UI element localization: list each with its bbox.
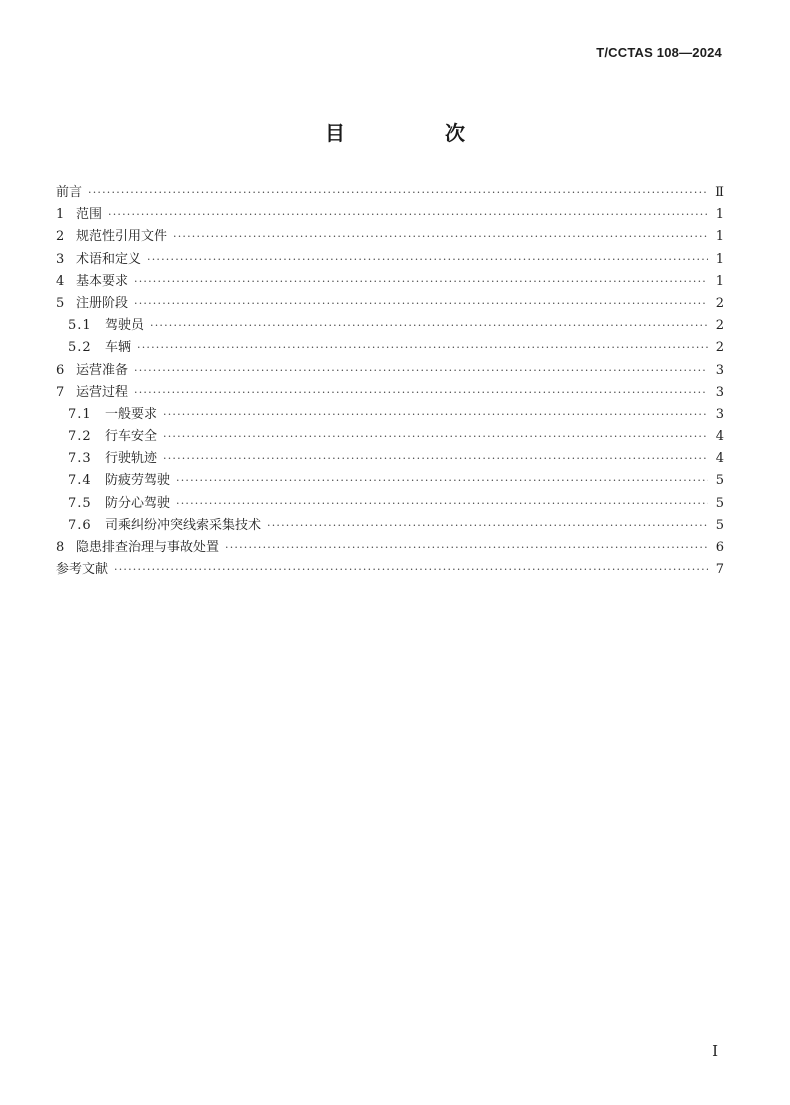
toc-entry-number: 7.4	[68, 473, 92, 489]
toc-entry-label: 运营过程	[76, 384, 129, 400]
toc-entry-1[interactable]	[56, 204, 724, 226]
toc-entry-page: 3	[715, 384, 724, 400]
toc-entry-8[interactable]	[56, 537, 724, 559]
toc-entry-page: 3	[715, 362, 724, 378]
toc-title: 目 次	[325, 121, 505, 145]
toc-entry-label: 前言	[56, 185, 83, 200]
toc-entry-number: 7.1	[68, 406, 92, 422]
toc-entry-page: 4	[715, 451, 724, 467]
toc-entry-number: 8	[56, 540, 65, 555]
toc-dot-leader	[150, 315, 708, 337]
toc-entry-label: 术语和定义	[76, 251, 142, 267]
toc-entry-5-2[interactable]	[56, 337, 724, 359]
toc-dot-leader	[225, 537, 708, 559]
toc-entry-5-1[interactable]	[56, 315, 724, 337]
toc-entry-number: 1	[56, 207, 65, 223]
toc-entry-7-4[interactable]	[56, 470, 724, 492]
toc-entry-page: Ⅱ	[715, 185, 724, 200]
toc-entry-3[interactable]	[56, 249, 724, 271]
toc-entry-page: 2	[715, 340, 724, 356]
toc-entry-page: 5	[715, 495, 724, 511]
toc-dot-leader	[267, 515, 708, 537]
toc-entry-number: 5	[56, 295, 65, 311]
toc-entry-page: 1	[715, 273, 724, 289]
toc-entry-page: 4	[715, 429, 724, 445]
toc-entry-7-5[interactable]	[56, 493, 724, 515]
toc-entry-page: 2	[715, 295, 724, 311]
toc-entry-page: 7	[715, 562, 724, 578]
toc-entry-page: 1	[715, 229, 724, 245]
toc-entry-number: 7	[56, 384, 65, 400]
toc-entry-label: 防疲劳驾驶	[105, 473, 171, 489]
standard-code: T/CCTAS 108—2024	[596, 45, 722, 60]
toc-entry-page: 5	[715, 517, 724, 533]
toc-dot-leader	[176, 470, 708, 492]
toc-dot-leader	[147, 249, 708, 271]
toc-dot-leader	[134, 382, 708, 404]
toc-entry-label: 司乘纠纷冲突线索采集技术	[105, 517, 262, 533]
toc-dot-leader	[88, 182, 708, 204]
toc-entry-label: 运营准备	[76, 362, 129, 378]
toc-entry-7-6[interactable]	[56, 515, 724, 537]
toc-entry-7-3[interactable]	[56, 448, 724, 470]
toc-entry-number: 2	[56, 229, 65, 245]
toc-dot-leader	[134, 293, 708, 315]
toc-entry-number: 7.2	[68, 429, 92, 445]
toc-dot-leader	[173, 226, 708, 248]
toc-dot-leader	[114, 559, 708, 581]
toc-dot-leader	[176, 493, 708, 515]
toc-entry-label: 车辆	[105, 340, 132, 356]
toc-entry-number: 5.1	[68, 318, 92, 334]
page-number: I	[712, 1042, 718, 1060]
toc-entry-bibliography[interactable]	[56, 559, 724, 581]
toc-entry-number: 5.2	[68, 340, 92, 356]
toc-entry-label: 行车安全	[105, 429, 158, 445]
toc-entry-foreword[interactable]	[56, 182, 724, 204]
toc-dot-leader	[134, 271, 708, 293]
toc-entry-label: 参考文献	[56, 562, 109, 578]
toc-entry-label: 隐患排查治理与事故处置	[76, 540, 220, 555]
toc-entry-number: 4	[56, 273, 65, 289]
toc-entry-label: 规范性引用文件	[76, 229, 168, 245]
toc-entry-label: 基本要求	[76, 273, 129, 289]
toc-entry-4[interactable]	[56, 271, 724, 293]
toc-dot-leader	[134, 360, 708, 382]
toc-entry-5[interactable]	[56, 293, 724, 315]
toc-entry-number: 7.6	[68, 517, 92, 533]
toc-dot-leader	[137, 337, 708, 359]
toc-entry-label: 注册阶段	[76, 295, 129, 311]
toc-entry-number: 6	[56, 362, 65, 378]
toc-entry-7-2[interactable]	[56, 426, 724, 448]
toc-dot-leader	[163, 426, 708, 448]
toc-entry-label: 范围	[76, 207, 103, 223]
toc-dot-leader	[163, 448, 708, 470]
toc-entry-label: 防分心驾驶	[105, 495, 171, 511]
toc-dot-leader	[108, 204, 708, 226]
toc-entry-page: 2	[715, 318, 724, 334]
toc-entry-7-1[interactable]	[56, 404, 724, 426]
toc-entry-number: 7.3	[68, 451, 92, 467]
toc-entry-page: 1	[715, 207, 724, 223]
toc-entry-label: 驾驶员	[105, 318, 145, 334]
toc-entry-label: 行驶轨迹	[105, 451, 158, 467]
toc-entry-number: 3	[56, 251, 65, 267]
toc-entry-page: 6	[715, 540, 724, 555]
toc-dot-leader	[163, 404, 708, 426]
toc-entry-page: 3	[715, 406, 724, 422]
toc-entry-7[interactable]	[56, 382, 724, 404]
toc-entry-number: 7.5	[68, 495, 92, 511]
toc-entry-page: 5	[715, 473, 724, 489]
toc-entry-2[interactable]	[56, 226, 724, 248]
toc-entry-6[interactable]	[56, 360, 724, 382]
toc-entry-label: 一般要求	[105, 406, 158, 422]
toc-entry-page: 1	[715, 251, 724, 267]
table-of-contents	[56, 182, 724, 581]
